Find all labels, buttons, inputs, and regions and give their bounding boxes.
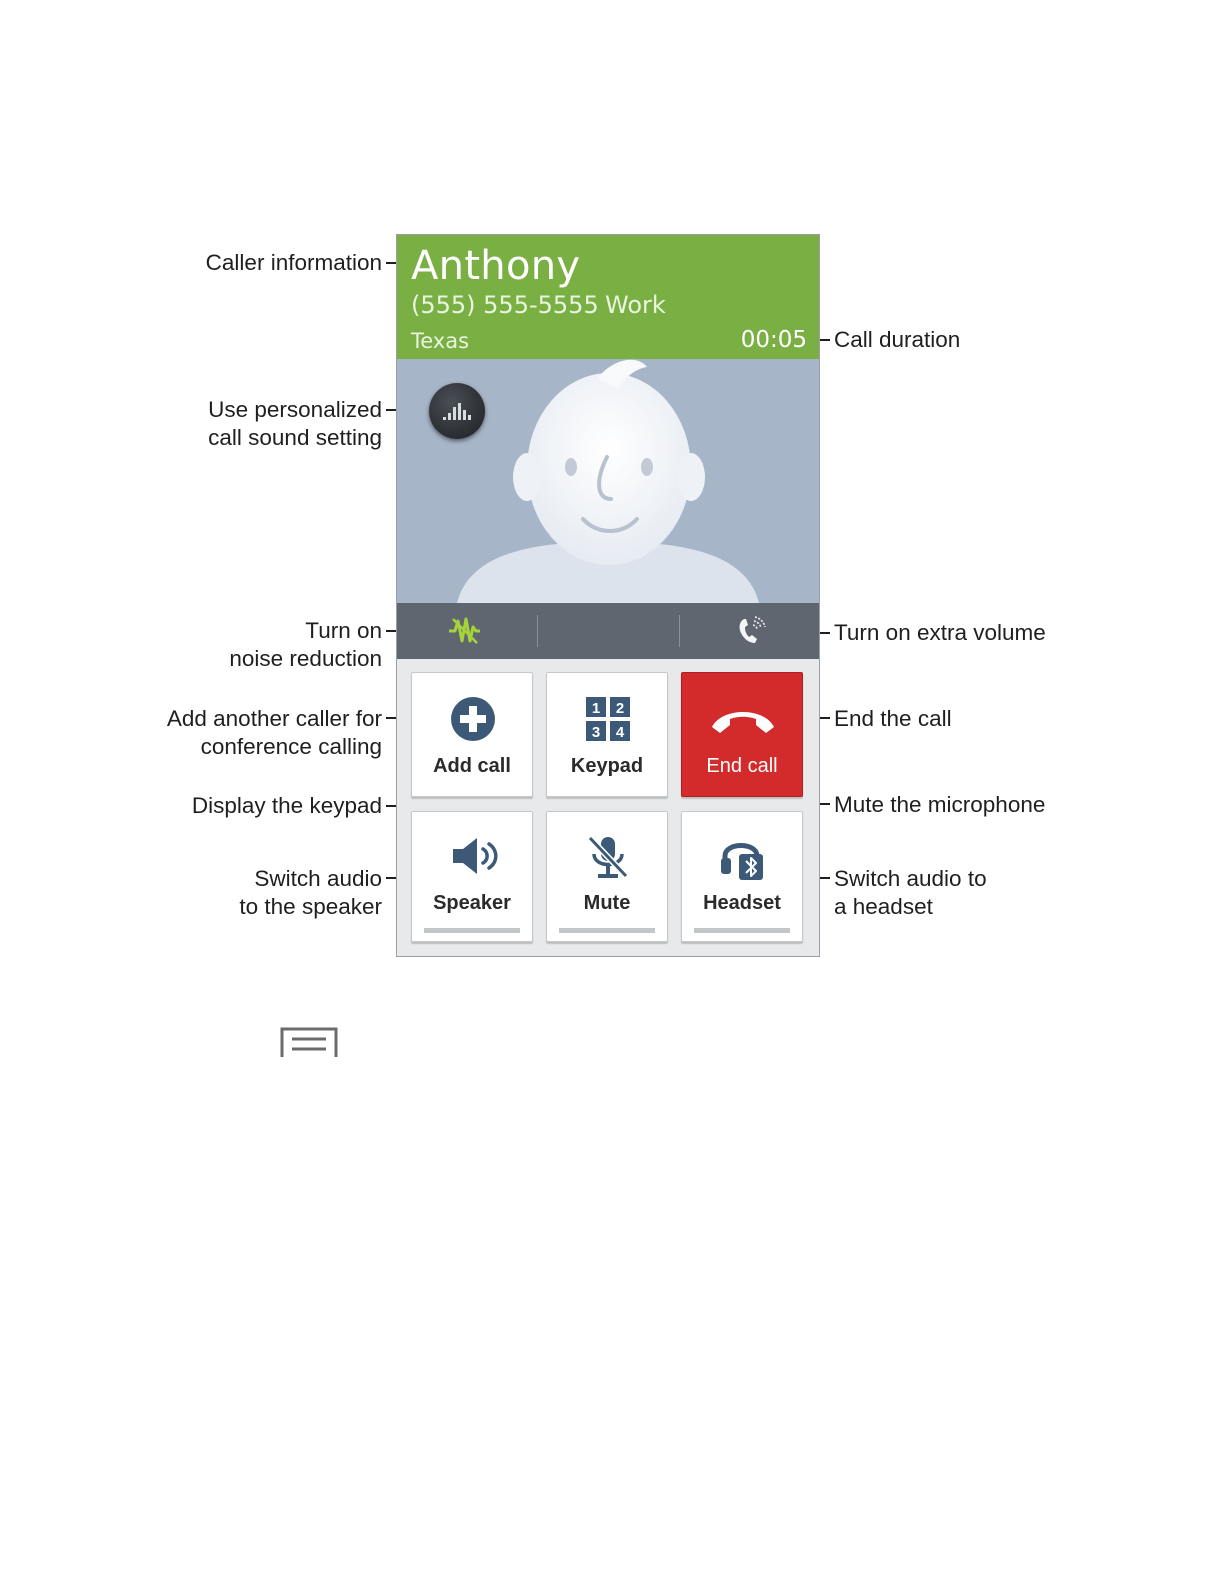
callout-line: Use personalized	[208, 397, 382, 422]
end-call-button[interactable]	[681, 672, 803, 797]
strip-divider	[537, 615, 538, 647]
callout-caller-information	[206, 249, 382, 277]
strip-divider	[679, 615, 680, 647]
add-call-label: Add call	[433, 755, 511, 777]
keypad-label: Keypad	[570, 755, 644, 777]
callout-mute-mic	[834, 791, 1045, 819]
extra-volume-icon[interactable]	[735, 615, 767, 647]
callout-end-call	[834, 705, 952, 733]
end-call-label: End call	[706, 755, 778, 777]
add-call-button[interactable]	[411, 672, 533, 797]
callout-text: Display the keypad	[191, 793, 382, 818]
callout-text: Call duration	[834, 327, 961, 352]
noise-reduction-icon[interactable]	[447, 615, 481, 647]
callout-line: conference calling	[200, 734, 382, 759]
keypad-digit: 4	[615, 724, 625, 741]
callout-extra-volume	[834, 619, 1046, 647]
caller-number-label: Work	[605, 291, 666, 319]
callout-line: Switch audio	[254, 866, 382, 891]
callout-personalized-sound	[208, 396, 382, 452]
toggle-indicator	[424, 928, 520, 933]
callout-text: End the call	[834, 706, 952, 731]
callout-text: Turn on extra volume	[834, 620, 1046, 645]
callout-line: noise reduction	[229, 646, 382, 671]
bluetooth-headset-icon	[719, 834, 767, 882]
equalizer-icon	[429, 383, 485, 439]
menu-key-icon	[280, 1027, 338, 1057]
callout-speaker	[239, 865, 382, 921]
mute-label: Mute	[583, 892, 631, 914]
personalized-sound-button[interactable]	[429, 383, 485, 439]
call-duration: 00:05	[740, 327, 807, 353]
caller-info-header	[397, 235, 820, 359]
callout-line: to the speaker	[239, 894, 382, 919]
caller-location: Texas	[411, 329, 470, 353]
speaker-label: Speaker	[433, 892, 511, 914]
call-options-strip	[397, 603, 820, 659]
caller-number: (555) 555-5555	[411, 291, 599, 319]
mute-button[interactable]	[546, 811, 668, 942]
keypad-digit: 3	[591, 724, 601, 741]
toggle-indicator	[559, 928, 655, 933]
callout-add-caller	[167, 705, 382, 761]
callout-headset	[834, 865, 987, 921]
hang-up-icon	[708, 701, 778, 737]
speaker-button[interactable]	[411, 811, 533, 942]
keypad-digit: 2	[615, 700, 625, 717]
in-call-screen	[396, 234, 820, 957]
callout-noise-reduction	[229, 617, 382, 673]
callout-line: Switch audio to	[834, 866, 987, 891]
callout-display-keypad	[192, 792, 382, 820]
callout-line: Add another caller for	[166, 706, 382, 731]
mic-off-icon	[584, 834, 632, 882]
keypad-button[interactable]	[546, 672, 668, 797]
callout-line: call sound setting	[208, 425, 382, 450]
speaker-icon	[449, 834, 499, 878]
callout-line: Turn on	[305, 618, 382, 643]
plus-circle-icon	[449, 695, 497, 743]
headset-button[interactable]	[681, 811, 803, 942]
caller-name: Anthony	[411, 243, 581, 289]
headset-label: Headset	[703, 892, 781, 914]
callout-text: Caller information	[205, 250, 382, 275]
keypad-icon	[584, 695, 632, 743]
toggle-indicator	[694, 928, 790, 933]
callout-line: a headset	[834, 894, 933, 919]
callout-text: Mute the microphone	[834, 792, 1046, 817]
keypad-digit: 1	[591, 700, 601, 717]
callout-call-duration	[834, 326, 960, 354]
call-button-grid	[397, 659, 820, 957]
